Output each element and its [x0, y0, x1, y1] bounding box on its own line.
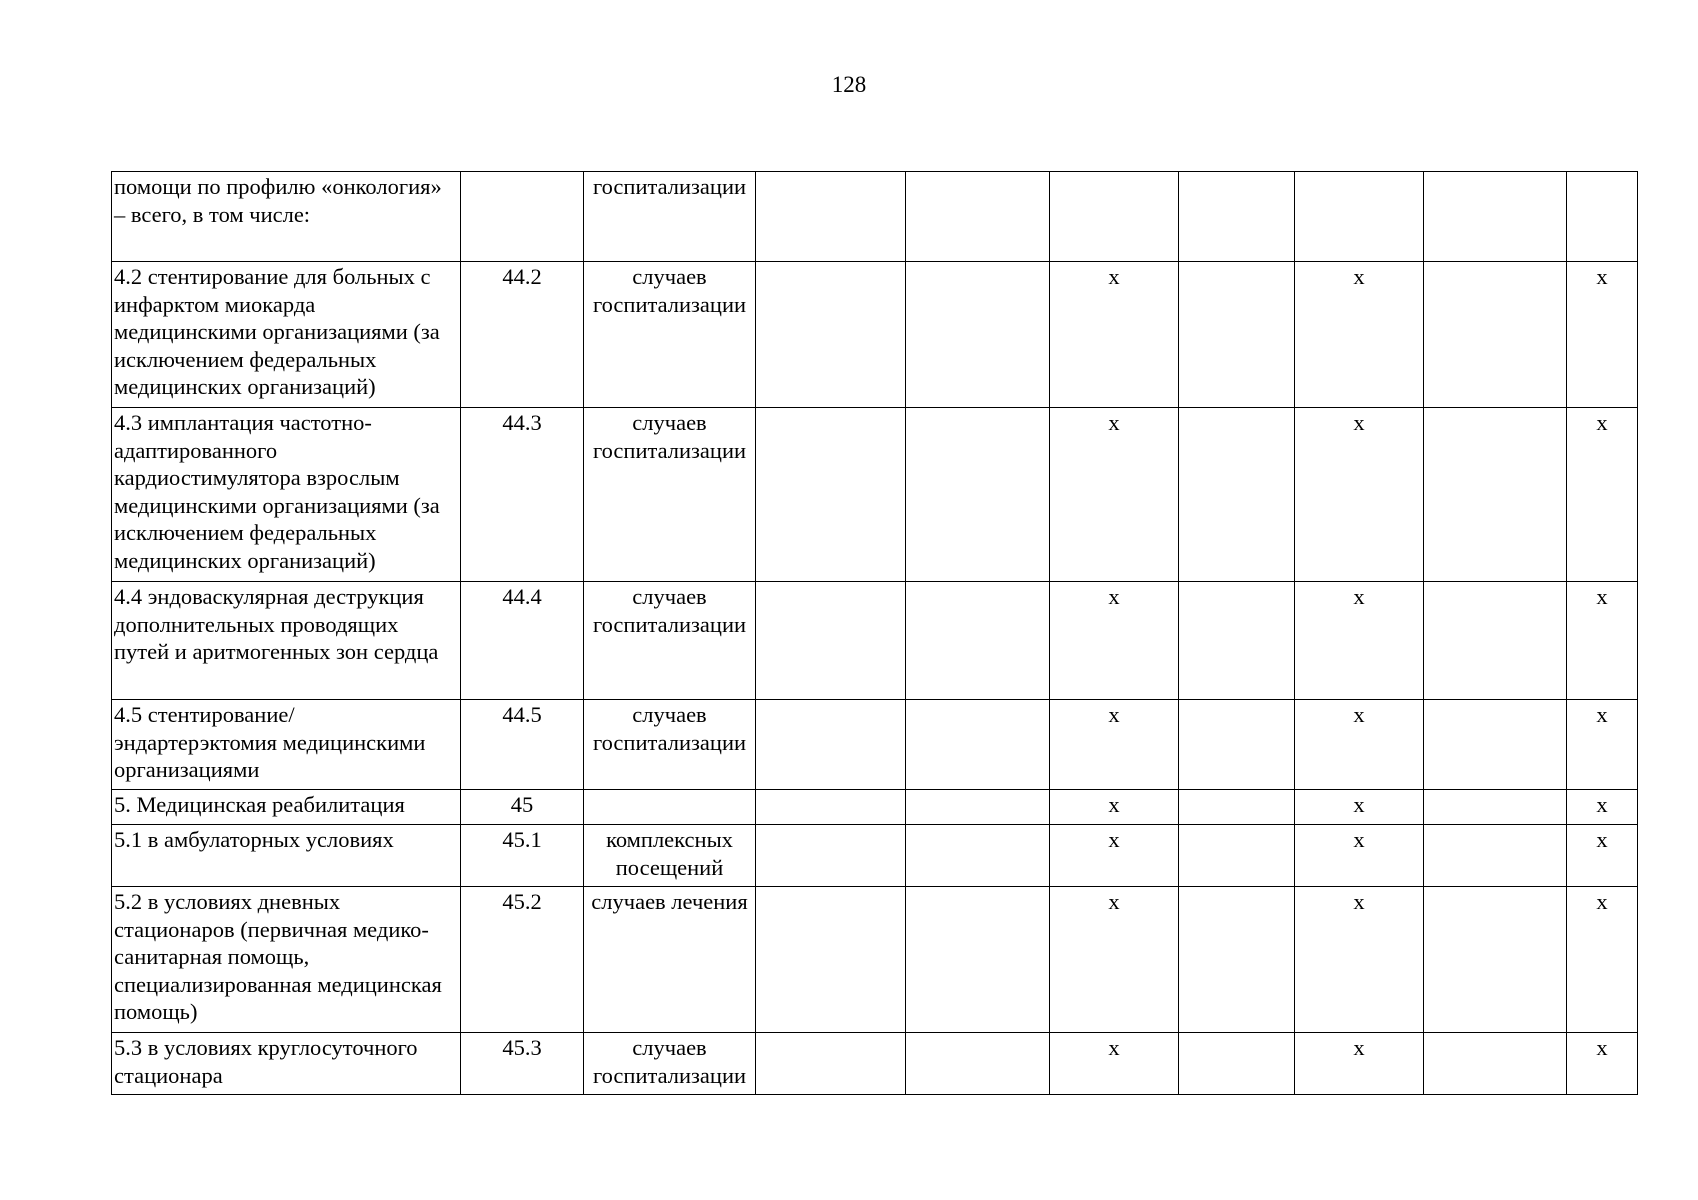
row-unit-cell: случаев госпитализации — [584, 700, 756, 790]
value-cell-2 — [906, 887, 1050, 1033]
value-cell-5: х — [1295, 408, 1424, 582]
value-cell-5: х — [1295, 262, 1424, 408]
value-cell-1 — [756, 887, 906, 1033]
value-cell-3: х — [1050, 582, 1179, 700]
row-name-cell: 4.5 стентирование/ эндартерэктомия медицинскими организациями — [112, 700, 461, 790]
value-cell-3: х — [1050, 700, 1179, 790]
row-unit-cell: случаев госпитализации — [584, 262, 756, 408]
value-cell-4 — [1179, 790, 1295, 825]
value-cell-4 — [1179, 582, 1295, 700]
row-unit-cell: случаев госпитализации — [584, 582, 756, 700]
value-cell-3: х — [1050, 262, 1179, 408]
row-name-cell: 5. Медицинская реабилитация — [112, 790, 461, 825]
value-cell-5: х — [1295, 887, 1424, 1033]
value-cell-1 — [756, 172, 906, 262]
value-cell-1 — [756, 825, 906, 887]
value-cell-2 — [906, 408, 1050, 582]
value-cell-5: х — [1295, 825, 1424, 887]
value-cell-6 — [1424, 887, 1567, 1033]
value-cell-6 — [1424, 408, 1567, 582]
value-cell-7: х — [1567, 582, 1638, 700]
value-cell-7: х — [1567, 790, 1638, 825]
row-name-cell: 5.2 в условиях дневных стационаров (первичная медико-санитарная помощь, специализированная медицинская помощь) — [112, 887, 461, 1033]
value-cell-4 — [1179, 887, 1295, 1033]
row-code-cell: 44.4 — [461, 582, 584, 700]
table-row — [112, 582, 1638, 700]
value-cell-1 — [756, 582, 906, 700]
table-row — [112, 825, 1638, 887]
value-cell-6 — [1424, 262, 1567, 408]
value-cell-7 — [1567, 172, 1638, 262]
value-cell-2 — [906, 1033, 1050, 1095]
row-name-cell: 4.4 эндоваскулярная деструкция дополнительных проводящих путей и аритмогенных зон сердца — [112, 582, 461, 700]
row-unit-cell — [584, 790, 756, 825]
value-cell-3: х — [1050, 790, 1179, 825]
table-row — [112, 172, 1638, 262]
row-code-cell: 45.1 — [461, 825, 584, 887]
value-cell-4 — [1179, 825, 1295, 887]
value-cell-4 — [1179, 1033, 1295, 1095]
value-cell-4 — [1179, 262, 1295, 408]
row-name-cell: помощи по профилю «онкология» – всего, в том числе: — [112, 172, 461, 262]
value-cell-3 — [1050, 172, 1179, 262]
row-name-cell: 4.3 имплантация частотно-адаптированного кардиостимулятора взрослым медицинскими организациями (за исключением федеральных медицинских организаций) — [112, 408, 461, 582]
page-number: 128 — [831, 72, 867, 97]
table-row — [112, 700, 1638, 790]
value-cell-6 — [1424, 825, 1567, 887]
value-cell-5: х — [1295, 582, 1424, 700]
value-cell-2 — [906, 262, 1050, 408]
value-cell-6 — [1424, 582, 1567, 700]
table-row — [112, 262, 1638, 408]
value-cell-7: х — [1567, 887, 1638, 1033]
value-cell-1 — [756, 700, 906, 790]
value-cell-7: х — [1567, 700, 1638, 790]
row-code-cell: 44.2 — [461, 262, 584, 408]
data-table — [111, 171, 1638, 1095]
row-unit-cell: случаев госпитализации — [584, 408, 756, 582]
row-unit-cell: госпитализации — [584, 172, 756, 262]
value-cell-6 — [1424, 700, 1567, 790]
row-code-cell: 44.5 — [461, 700, 584, 790]
value-cell-5: х — [1295, 790, 1424, 825]
row-unit-cell: комплексных посещений — [584, 825, 756, 887]
value-cell-1 — [756, 262, 906, 408]
value-cell-6 — [1424, 790, 1567, 825]
value-cell-3: х — [1050, 887, 1179, 1033]
value-cell-2 — [906, 790, 1050, 825]
row-name-cell: 4.2 стентирование для больных с инфарктом миокарда медицинскими организациями (за исключением федеральных медицинских организаций) — [112, 262, 461, 408]
row-code-cell: 44.3 — [461, 408, 584, 582]
value-cell-3: х — [1050, 1033, 1179, 1095]
value-cell-5 — [1295, 172, 1424, 262]
row-code-cell: 45.2 — [461, 887, 584, 1033]
table-row — [112, 790, 1638, 825]
row-unit-cell: случаев лечения — [584, 887, 756, 1033]
value-cell-7: х — [1567, 262, 1638, 408]
value-cell-3: х — [1050, 408, 1179, 582]
row-name-cell: 5.1 в амбулаторных условиях — [112, 825, 461, 887]
value-cell-6 — [1424, 1033, 1567, 1095]
value-cell-2 — [906, 172, 1050, 262]
value-cell-4 — [1179, 700, 1295, 790]
value-cell-6 — [1424, 172, 1567, 262]
table-body — [112, 172, 1638, 1095]
value-cell-4 — [1179, 408, 1295, 582]
row-name-cell: 5.3 в условиях круглосуточного стационара — [112, 1033, 461, 1095]
value-cell-1 — [756, 790, 906, 825]
value-cell-2 — [906, 825, 1050, 887]
value-cell-2 — [906, 700, 1050, 790]
row-code-cell: 45.3 — [461, 1033, 584, 1095]
value-cell-7: х — [1567, 1033, 1638, 1095]
table-row — [112, 887, 1638, 1033]
value-cell-5: х — [1295, 700, 1424, 790]
value-cell-1 — [756, 408, 906, 582]
value-cell-1 — [756, 1033, 906, 1095]
row-code-cell — [461, 172, 584, 262]
value-cell-3: х — [1050, 825, 1179, 887]
table-row — [112, 408, 1638, 582]
row-unit-cell: случаев госпитализации — [584, 1033, 756, 1095]
value-cell-7: х — [1567, 408, 1638, 582]
value-cell-5: х — [1295, 1033, 1424, 1095]
value-cell-4 — [1179, 172, 1295, 262]
value-cell-7: х — [1567, 825, 1638, 887]
value-cell-2 — [906, 582, 1050, 700]
row-code-cell: 45 — [461, 790, 584, 825]
table-row — [112, 1033, 1638, 1095]
